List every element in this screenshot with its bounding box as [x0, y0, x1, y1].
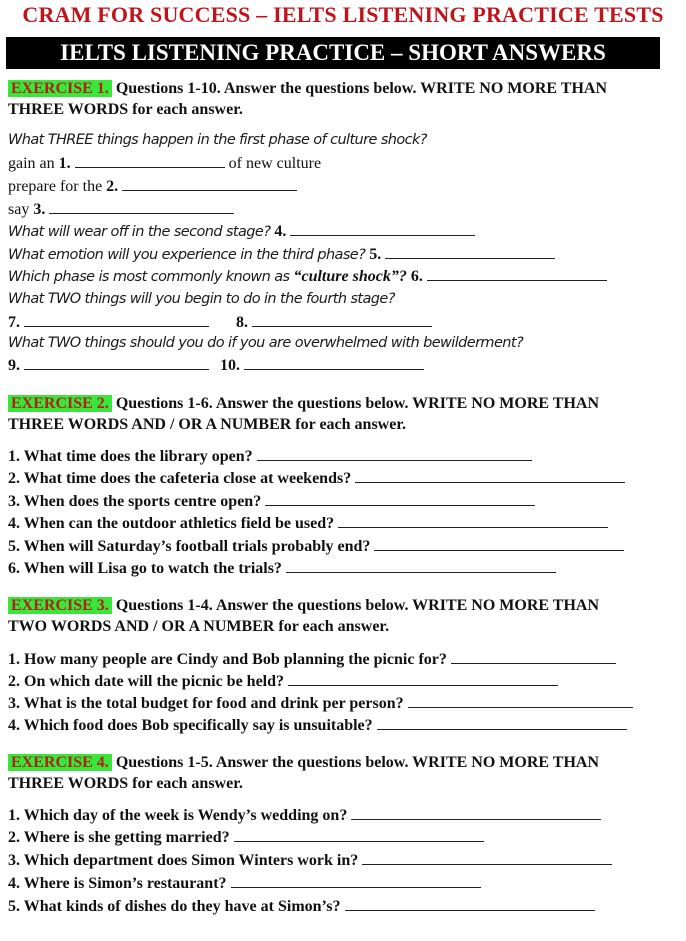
ex3-question-3	[8, 693, 633, 713]
ex2-instructions-line2: THREE WORDS AND / OR A NUMBER for each answer.	[8, 416, 406, 433]
ex1-item-6	[8, 266, 607, 286]
ex2-label: EXERCISE 2.	[8, 395, 112, 412]
page-title: CRAM FOR SUCCESS – IELTS LISTENING PRACTICE TESTS	[22, 2, 664, 27]
ex1-label: EXERCISE 1.	[8, 80, 112, 97]
item-text: prepare for the	[8, 178, 107, 195]
question-number: 9.	[8, 357, 20, 374]
answer-blank-7[interactable]	[24, 312, 209, 327]
question-text: 2. Where is she getting married?	[8, 829, 230, 846]
ex1-item-8	[236, 312, 432, 332]
question-text: 1. How many people are Cindy and Bob planning the picnic for?	[8, 651, 447, 668]
section-banner: IELTS LISTENING PRACTICE – SHORT ANSWERS	[6, 37, 660, 69]
answer-blank[interactable]	[265, 491, 535, 506]
answer-blank[interactable]	[362, 850, 612, 865]
ex3-instructions-line2: TWO WORDS AND / OR A NUMBER for each answer.	[8, 618, 390, 635]
item-text: Which phase is most commonly known as	[8, 269, 294, 285]
question-text: 2. On which date will the picnic be held?	[8, 673, 285, 690]
answer-blank-9[interactable]	[24, 355, 209, 370]
ex1-fourth-stage-question: What TWO things will you begin to do in the fourth stage?	[8, 291, 395, 307]
answer-blank[interactable]	[408, 693, 633, 708]
ex2-question-2	[8, 468, 625, 488]
answer-blank-5[interactable]	[385, 244, 555, 259]
answer-blank[interactable]	[231, 873, 481, 888]
answer-blank[interactable]	[351, 805, 601, 820]
ex1-item-5	[8, 244, 555, 264]
ex3-instruction-text: Questions 1-4. Answer the questions below. WRITE NO MORE THAN	[111, 597, 599, 614]
item-text: What emotion will you experience in the third phase?	[8, 247, 370, 263]
question-text: 5. When will Saturday’s football trials probably end?	[8, 538, 371, 555]
ex3-label: EXERCISE 3.	[8, 597, 112, 614]
answer-blank[interactable]	[288, 671, 558, 686]
ex2-question-3	[8, 491, 535, 511]
question-text: 4. Where is Simon’s restaurant?	[8, 875, 227, 892]
answer-blank-2[interactable]	[122, 176, 297, 191]
question-number: 8.	[236, 314, 248, 331]
question-text: 4. Which food does Bob specifically say is unsuitable?	[8, 717, 373, 734]
ex2-question-5	[8, 536, 624, 556]
ex1-item-7	[8, 312, 209, 332]
ex4-instructions-line1	[8, 753, 599, 773]
item-text: gain an	[8, 155, 59, 172]
question-number: 10.	[220, 357, 240, 374]
item-text: of new culture	[224, 155, 322, 172]
ex1-item-2	[8, 176, 297, 196]
question-text: 2. What time does the cafeteria close at weekends?	[8, 470, 352, 487]
question-text: 6. When will Lisa go to watch the trials?	[8, 560, 282, 577]
ex3-question-2	[8, 671, 558, 691]
question-text: 4. When can the outdoor athletics field be used?	[8, 515, 335, 532]
item-text: say	[8, 201, 34, 218]
answer-blank-3[interactable]	[49, 199, 234, 214]
ex1-overwhelmed-question: What TWO things should you do if you are overwhelmed with bewilderment?	[8, 335, 524, 351]
question-text: 3. When does the sports centre open?	[8, 493, 262, 510]
question-text: 5. What kinds of dishes do they have at Simon’s?	[8, 898, 341, 915]
question-number: 3.	[33, 201, 46, 218]
ex4-question-4	[8, 873, 481, 893]
ex1-instructions-line1	[8, 79, 607, 99]
question-number: 1.	[58, 155, 71, 172]
culture-shock-quote: “culture shock”?	[293, 268, 407, 285]
item-text: What will wear off in the second stage?	[8, 224, 275, 240]
ex1-item-9	[8, 355, 209, 375]
ex1-item-10	[220, 355, 424, 375]
ex1-instruction-text: Questions 1-10. Answer the questions below. WRITE NO MORE THAN	[111, 80, 607, 97]
ex1-question-intro: What THREE things happen in the first phase of culture shock?	[8, 132, 427, 148]
ex4-instructions-line2: THREE WORDS for each answer.	[8, 775, 243, 792]
question-number: 7.	[8, 314, 20, 331]
answer-blank[interactable]	[345, 896, 595, 911]
question-text: 1. Which day of the week is Wendy’s wedding on?	[8, 807, 348, 824]
ex3-question-1	[8, 649, 616, 669]
answer-blank[interactable]	[338, 513, 608, 528]
ex4-label: EXERCISE 4.	[8, 754, 112, 771]
answer-blank[interactable]	[234, 827, 484, 842]
ex1-item-4	[8, 221, 475, 241]
ex4-question-1	[8, 805, 601, 825]
ex4-question-3	[8, 850, 612, 870]
question-number: 5.	[369, 246, 382, 263]
question-text: 1. What time does the library open?	[8, 448, 253, 465]
ex4-question-2	[8, 827, 484, 847]
ex2-question-6	[8, 558, 556, 578]
ex2-question-4	[8, 513, 608, 533]
answer-blank-6[interactable]	[427, 266, 607, 281]
ex2-instructions-line1	[8, 394, 599, 414]
ex3-instructions-line1	[8, 596, 599, 616]
question-text: 3. What is the total budget for food and drink per person?	[8, 695, 404, 712]
ex4-question-5	[8, 896, 595, 916]
answer-blank-1[interactable]	[75, 153, 225, 168]
ex2-instruction-text: Questions 1-6. Answer the questions below. WRITE NO MORE THAN	[111, 395, 599, 412]
question-number: 2.	[106, 178, 119, 195]
ex1-item-3	[8, 199, 234, 219]
question-text: 3. Which department does Simon Winters work in?	[8, 852, 359, 869]
answer-blank[interactable]	[374, 536, 624, 551]
answer-blank[interactable]	[451, 649, 616, 664]
ex1-instructions-line2: THREE WORDS for each answer.	[8, 101, 243, 118]
question-number: 4.	[274, 223, 287, 240]
question-number: 6.	[406, 268, 423, 285]
answer-blank-10[interactable]	[244, 355, 424, 370]
ex1-item-1	[8, 153, 321, 173]
ex2-question-1	[8, 446, 532, 466]
answer-blank-8[interactable]	[252, 312, 432, 327]
ex3-question-4	[8, 715, 627, 735]
answer-blank[interactable]	[257, 446, 532, 461]
answer-blank[interactable]	[355, 468, 625, 483]
ex4-instruction-text: Questions 1-5. Answer the questions below. WRITE NO MORE THAN	[111, 754, 599, 771]
answer-blank-4[interactable]	[290, 221, 475, 236]
answer-blank[interactable]	[286, 558, 556, 573]
answer-blank[interactable]	[377, 715, 627, 730]
